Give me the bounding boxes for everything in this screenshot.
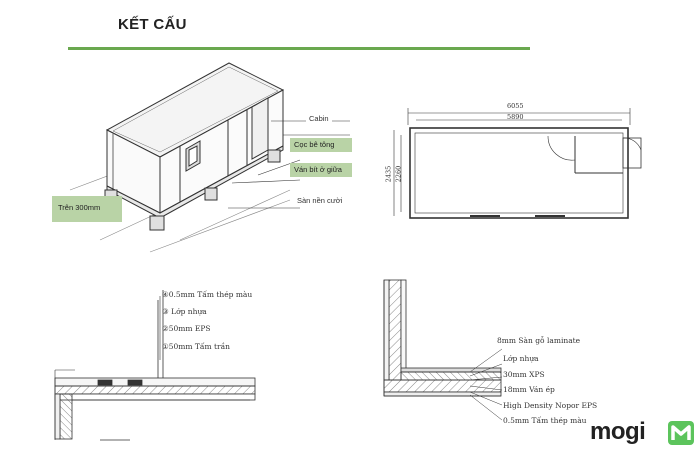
floor-layer-nhua: Lớp nhựa xyxy=(503,354,539,363)
floor-layer-thep: 0.5mm Tấm thép màu xyxy=(503,416,587,425)
floor-layer-eps: High Density Nopor EPS xyxy=(503,401,598,410)
wall-layer-4: ④0.5mm Tấm thép màu xyxy=(162,290,253,299)
label-san-nen: Sàn nền cười xyxy=(294,195,345,206)
wall-layer-1: ①50mm Tấm trần xyxy=(162,342,230,351)
floor-layer-van-ep: 18mm Ván ép xyxy=(503,385,555,394)
label-tren-300mm: Trên 300mm xyxy=(52,196,122,222)
wall-layer-2: ②50mm EPS xyxy=(162,324,211,333)
page-title: KẾT CẤU xyxy=(118,16,187,33)
wall-section-detail xyxy=(55,290,255,440)
mogi-logo-text: mogi xyxy=(590,418,646,445)
label-van-bit: Ván bít ở giữa xyxy=(290,163,352,177)
plan-view xyxy=(394,108,641,218)
label-coc-be-tong: Cọc bê tông xyxy=(290,138,352,152)
mogi-m-icon xyxy=(668,420,694,446)
floor-layer-laminate: 8mm Sàn gỗ laminate xyxy=(497,336,581,345)
dim-length-inner: 5890 xyxy=(507,113,524,121)
dim-width-outer: 2435 xyxy=(384,165,393,183)
floor-section-detail xyxy=(384,280,502,420)
label-cabin: Cabin xyxy=(306,113,332,124)
wall-layer-3: ③ Lớp nhựa xyxy=(162,307,207,316)
dim-length-outer: 6055 xyxy=(507,102,524,110)
dim-width-inner: 2260 xyxy=(394,165,403,183)
floor-layer-xps: 30mm XPS xyxy=(503,370,545,379)
cabin-isometric xyxy=(70,63,290,252)
